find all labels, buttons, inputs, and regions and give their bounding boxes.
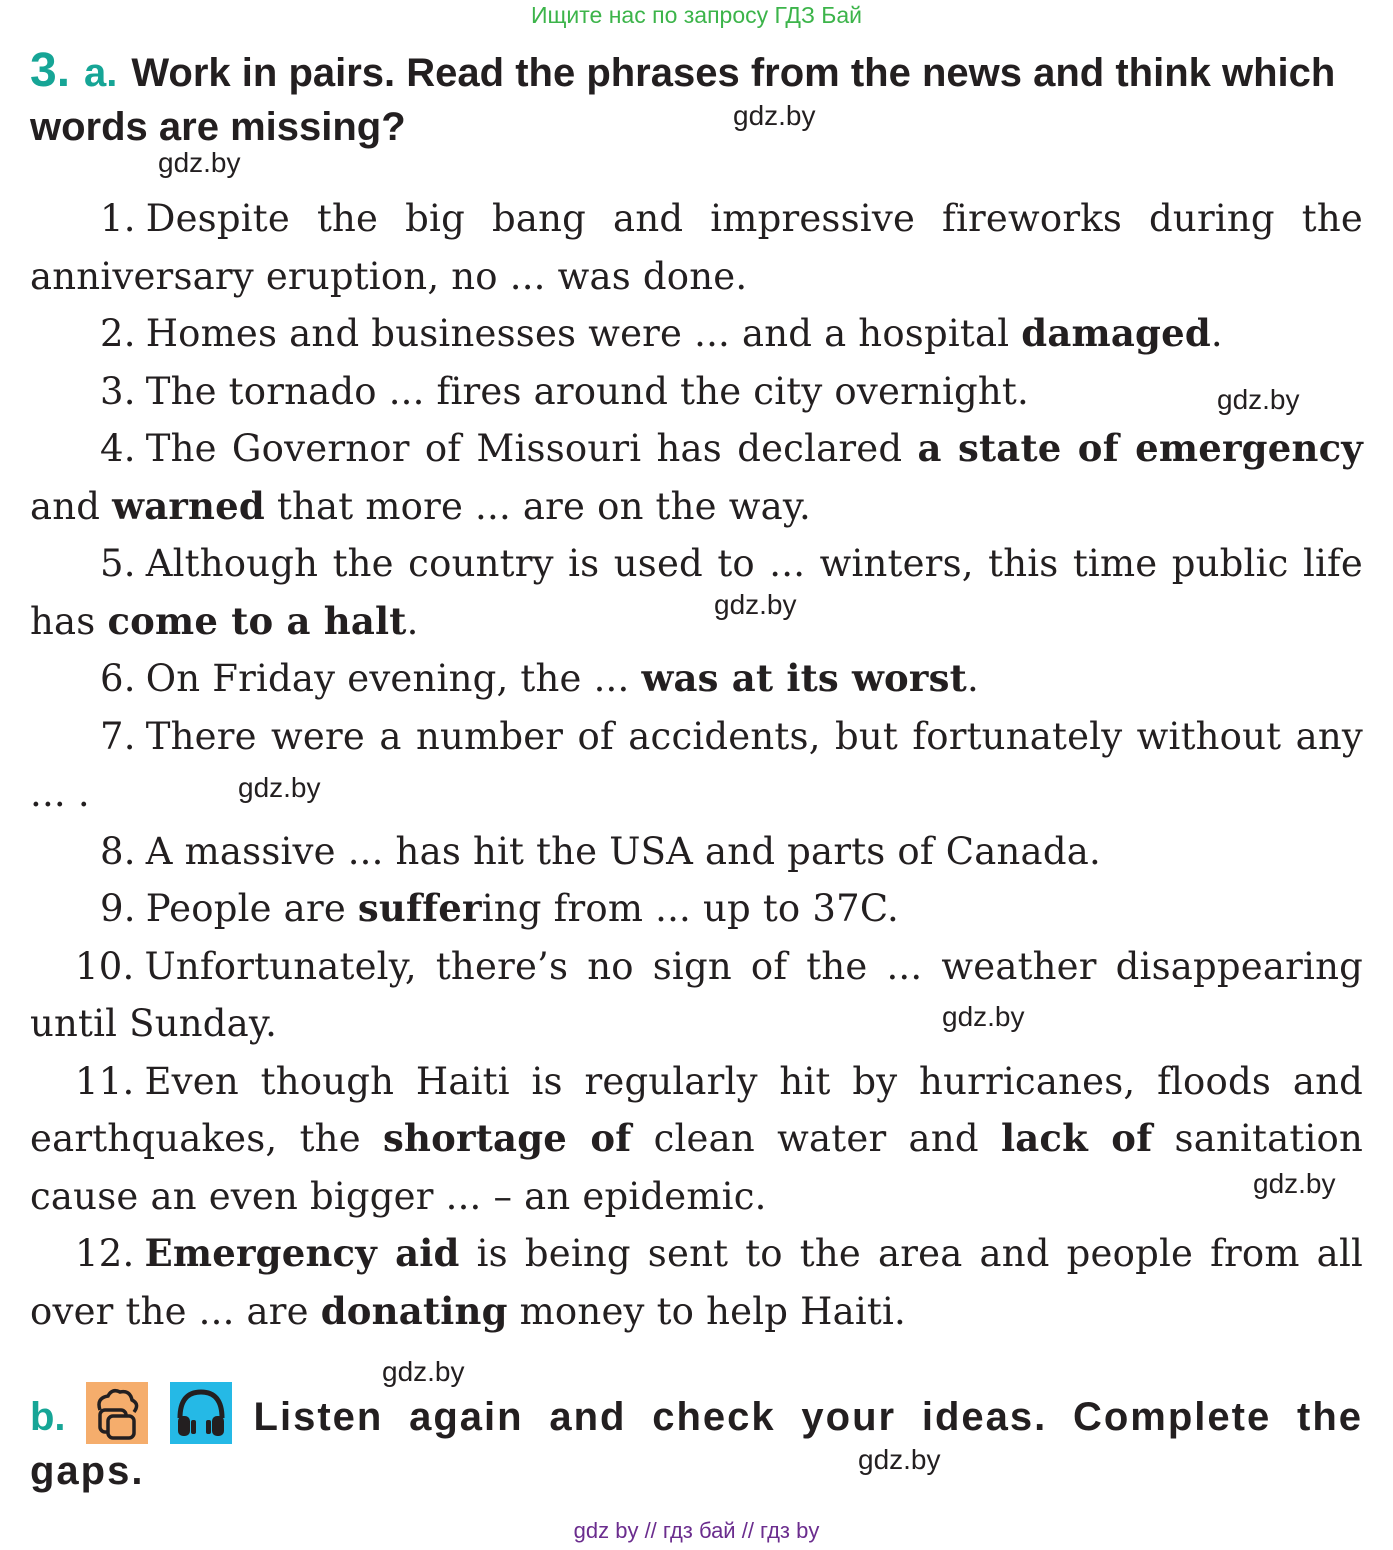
phrase-text: and <box>30 484 113 528</box>
phrase-number: 12. <box>75 1232 135 1275</box>
phrase-number: 1. <box>100 197 136 240</box>
part-b-letter: b. <box>30 1395 66 1439</box>
phrase-item <box>30 420 1363 535</box>
phrase-item <box>30 535 1363 650</box>
phrases-list <box>30 190 1363 1340</box>
phrase-number: 10. <box>75 944 135 988</box>
phrase-item <box>30 190 1363 305</box>
phrase-text: The tornado ... fires around the city overnight. <box>145 369 1029 413</box>
phrase-item <box>30 708 1363 823</box>
phrase-item <box>30 1053 1363 1226</box>
watermark: gdz.by <box>714 589 797 620</box>
phrase-text: clean water and <box>631 1117 1001 1160</box>
phrase-text: A massive ... has hit the USA and parts of Canada. <box>145 829 1101 873</box>
phrase-number: 8. <box>100 829 136 873</box>
phrase-number: 5. <box>100 542 136 585</box>
phrase-item <box>30 880 1363 938</box>
phrase-item <box>30 823 1363 881</box>
phrase-item <box>30 1225 1363 1340</box>
phrase-item <box>30 938 1363 1053</box>
watermark: gdz.by <box>1253 1168 1336 1199</box>
phrase-number: 7. <box>100 714 136 758</box>
phrase-text: . <box>966 657 979 700</box>
phrase-text: People are <box>145 887 358 930</box>
phrase-text: money to help Haiti. <box>507 1289 906 1333</box>
key-phrase: donating <box>320 1288 508 1333</box>
phrase-number: 11. <box>75 1059 135 1103</box>
phrase-text: On Friday evening, the ... <box>145 657 642 700</box>
phrase-number: 9. <box>100 887 136 930</box>
key-phrase: a state of emergency <box>917 426 1363 470</box>
watermark: gdz.by <box>238 772 321 803</box>
phrase-number: 6. <box>100 657 136 700</box>
watermark: gdz.by <box>382 1356 465 1387</box>
key-phrase: Emergency aid <box>144 1231 460 1275</box>
key-phrase: was at its worst <box>641 656 967 700</box>
phrase-text: Despite the big bang and impressive fireworks during the anniversary eruption, no ... was done. <box>30 197 1363 298</box>
phrase-item <box>30 650 1363 708</box>
phrase-text: Unfortunately, there’s no sign of the ... weather disappearing until Sunday. <box>30 944 1363 1045</box>
task-number: 3. <box>30 44 71 97</box>
key-phrase: suffer <box>357 886 482 930</box>
phrase-text: The Governor of Missouri has declared <box>145 427 918 470</box>
phrase-text: is being sent to the area and people from all over the ... are <box>30 1232 1364 1333</box>
phrase-number: 3. <box>100 369 136 413</box>
phrase-item <box>30 363 1363 421</box>
task-letter: a. <box>84 51 118 95</box>
watermark: gdz.by <box>733 100 816 131</box>
part-b-instruction: Listen again and check your ideas. Complete the gaps. <box>30 1395 1363 1493</box>
key-phrase: damaged <box>1021 311 1211 355</box>
phrase-item <box>30 305 1363 363</box>
part-b <box>30 1382 1363 1498</box>
task-instruction: Work in pairs. Read the phrases from the news and think which words are missing? <box>30 51 1336 149</box>
phrase-text: that more ... are on the way. <box>264 484 811 528</box>
watermark: gdz.by <box>942 1001 1025 1032</box>
phrase-text: sanitation cause an even bigger ... – an epidemic. <box>30 1117 1363 1218</box>
phrase-text: Even though Haiti is regularly hit by hurricanes, floods and earthquakes, the <box>30 1059 1363 1160</box>
key-phrase: lack of <box>1000 1116 1153 1160</box>
pair-work-icon <box>86 1382 148 1444</box>
phrase-text: There were a number of accidents, but fortunately without any ... . <box>30 714 1363 815</box>
key-phrase: shortage of <box>383 1116 632 1160</box>
headphones-icon <box>170 1382 232 1444</box>
watermark: gdz.by <box>158 147 241 178</box>
phrase-text: ing from ... up to 37C. <box>481 887 899 930</box>
phrase-text: . <box>406 599 419 643</box>
watermark: gdz.by <box>858 1444 941 1475</box>
phrase-number: 2. <box>100 312 136 355</box>
key-phrase: warned <box>112 483 265 528</box>
phrase-text: Although the country is used to ... winters, this time public life has <box>30 542 1363 643</box>
phrase-text: Homes and businesses were ... and a hospital <box>145 312 1022 355</box>
watermark: gdz.by <box>1217 384 1300 415</box>
task-header <box>30 44 1363 154</box>
phrase-text: . <box>1210 312 1223 355</box>
phrase-number: 4. <box>100 427 136 470</box>
footer[interactable]: gdz by // гдз бай // гдз by <box>573 1518 820 1543</box>
key-phrase: come to a halt <box>107 598 407 643</box>
top-banner[interactable]: Ищите нас по запросу ГДЗ Бай <box>530 2 863 28</box>
